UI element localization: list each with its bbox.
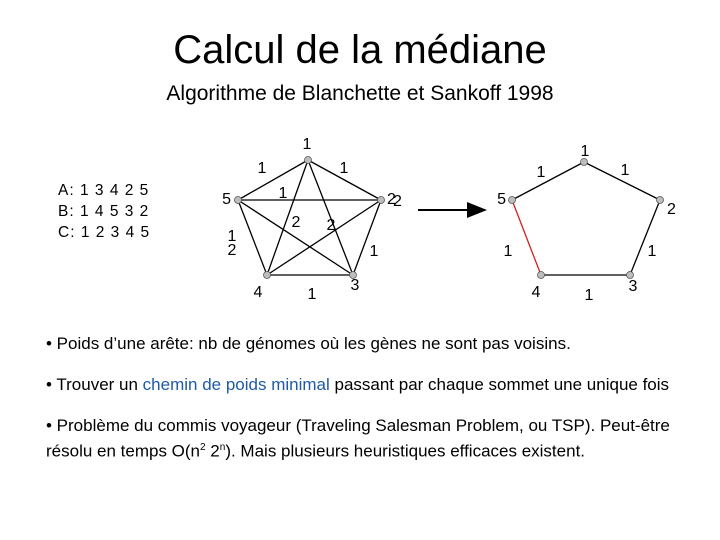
bullet-item bbox=[46, 333, 696, 355]
graph-node bbox=[264, 272, 271, 279]
edge-1-5 bbox=[238, 160, 308, 200]
edge-weight: 1 bbox=[584, 287, 594, 304]
edge-weight: 2 bbox=[291, 214, 301, 231]
graph-node bbox=[305, 157, 312, 164]
edge-1-4 bbox=[267, 160, 308, 275]
bullet-text: ). Mais plusieurs heuristiques efficaces existent. bbox=[225, 441, 586, 461]
superscript: 2 bbox=[200, 442, 206, 453]
edge-weight: 2 bbox=[326, 217, 336, 234]
edge-2-3 bbox=[353, 200, 381, 275]
edge-weight: 1 bbox=[647, 243, 657, 260]
highlighted-text: chemin de poids minimal bbox=[142, 375, 330, 394]
edge-weight: 1 bbox=[536, 164, 546, 181]
genome-label: B: bbox=[58, 203, 75, 220]
edge-weight: 1 bbox=[339, 160, 349, 177]
graph-node bbox=[378, 197, 385, 204]
bullet-item bbox=[46, 374, 696, 396]
graph-right bbox=[497, 143, 676, 304]
node-label: 1 bbox=[302, 136, 312, 153]
node-label: 2 bbox=[387, 191, 396, 208]
edge-weight: 1 bbox=[369, 243, 379, 260]
edge-weight: 1 bbox=[307, 286, 317, 303]
genome-order: 1 4 5 3 2 bbox=[79, 203, 150, 220]
slide-subtitle: Algorithme de Blanchette et Sankoff 1998 bbox=[166, 82, 554, 105]
edge-1-5 bbox=[512, 162, 584, 200]
graph-left bbox=[222, 136, 402, 303]
graph-node bbox=[509, 197, 516, 204]
node-label: 1 bbox=[580, 143, 590, 160]
edge-4-5 bbox=[238, 200, 267, 275]
edge-weight: 1 bbox=[278, 185, 288, 202]
genome-label: A: bbox=[58, 182, 75, 199]
genome-order: 1 3 4 2 5 bbox=[79, 182, 150, 199]
edge-weight: 1 bbox=[620, 162, 630, 179]
superscript: n bbox=[219, 442, 226, 453]
bullet-item bbox=[46, 415, 696, 463]
edge-weight: 1 bbox=[503, 243, 513, 260]
node-label: 5 bbox=[222, 191, 231, 208]
node-label: 4 bbox=[531, 284, 541, 301]
bullet-text: • Problème du commis voyageur (Traveling Salesman Problem, ou TSP). Peut-être résolu en temps O(n bbox=[46, 416, 670, 461]
edge-3-5 bbox=[238, 200, 353, 275]
genome-order: 1 2 3 4 5 bbox=[80, 224, 151, 241]
genome-label: C: bbox=[58, 224, 76, 241]
edge-weight: 2 bbox=[227, 242, 237, 259]
bullet-text: • Poids d’une arête: nb de génomes où les gènes ne sont pas voisins. bbox=[46, 334, 571, 353]
bullet-text: • Trouver un bbox=[46, 375, 143, 394]
graph-node bbox=[235, 197, 242, 204]
edge-2-3 bbox=[630, 200, 660, 275]
graph-node bbox=[538, 272, 545, 279]
node-label: 2 bbox=[667, 201, 676, 218]
graph-node bbox=[657, 197, 664, 204]
node-label: 3 bbox=[628, 278, 638, 295]
bullet-text: passant par chaque sommet une unique fois bbox=[329, 375, 670, 394]
edge-weight: 1 bbox=[227, 228, 237, 245]
edge-2-4 bbox=[267, 200, 381, 275]
bullet-list bbox=[46, 333, 696, 482]
edge-weight: 1 bbox=[257, 160, 267, 177]
edge-weight: 2 bbox=[393, 193, 402, 210]
slide-title: Calcul de la médiane bbox=[173, 28, 547, 72]
edge-4-5 bbox=[512, 200, 541, 275]
node-label: 4 bbox=[253, 284, 263, 301]
node-label: 3 bbox=[350, 277, 360, 294]
node-label: 5 bbox=[497, 191, 506, 208]
bullet-text: 2 bbox=[205, 441, 220, 461]
